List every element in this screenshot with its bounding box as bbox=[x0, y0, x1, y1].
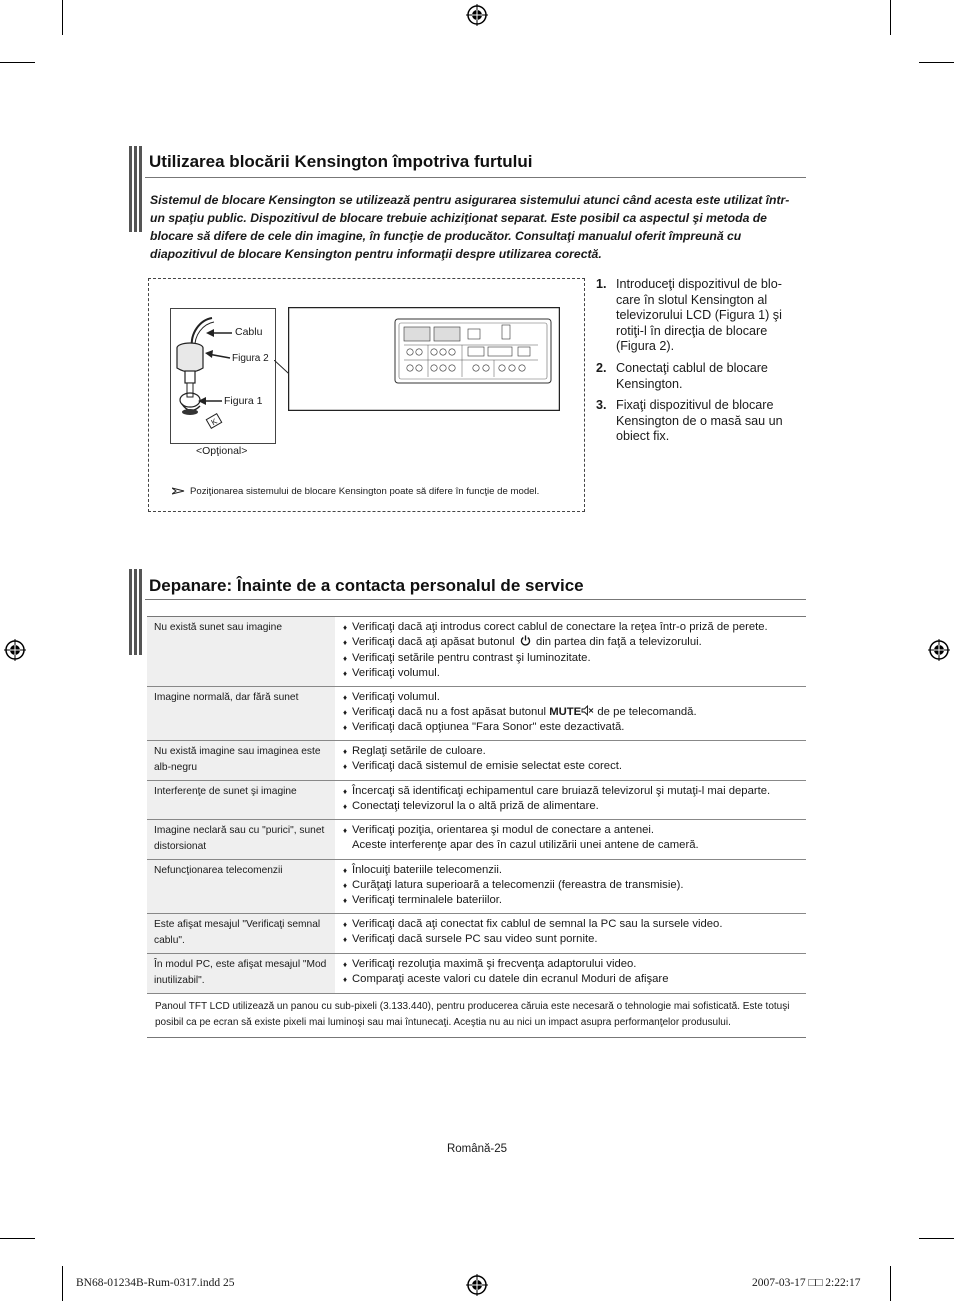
problem-cell: Nu există imagine sau imaginea este alb-negru bbox=[147, 741, 335, 780]
optional-label: <Opţional> bbox=[196, 445, 248, 457]
page-number: Română-25 bbox=[446, 1143, 508, 1155]
cable-label: Cablu bbox=[235, 326, 263, 338]
list-item: 2. Conectaţi cablul de blocare Kensington. bbox=[596, 360, 768, 391]
table-row bbox=[147, 954, 806, 994]
crop-mark bbox=[890, 0, 891, 35]
section-marker bbox=[129, 569, 142, 655]
crop-mark bbox=[62, 1266, 63, 1301]
solution-cell: ♦ Reglaţi setările de culoare. ♦ Verificaţi dacă sistemul de emisie selectat este corect. bbox=[335, 741, 806, 780]
registration-mark-icon bbox=[928, 639, 950, 661]
crop-mark bbox=[0, 62, 35, 63]
figure-2-label: Figura 2 bbox=[232, 353, 269, 364]
solution-cell: ♦ Verificaţi dacă aţi introdus corect cablul de conectare la reţea într-o priză de perete. ♦ Verificaţi dacă aţi apăsat butonul din partea din faţă a televizorului. ♦ Verificaţi setările pentru contrast şi luminozitate. ♦ Verificaţi volumul. bbox=[335, 617, 806, 686]
section-rule bbox=[145, 599, 806, 600]
section-title-troubleshooting: Depanare: Înainte de a contacta personalul de service bbox=[149, 576, 584, 595]
footer-filename: BN68-01234B-Rum-0317.indd 25 bbox=[76, 1277, 235, 1289]
table-row bbox=[147, 860, 806, 914]
table-row bbox=[147, 914, 806, 954]
lcd-panel-note: Panoul TFT LCD utilizează un panou cu sub-pixeli (3.133.440), pentru producerea căruia este necesară o tehnologie mai sofisticată. Este totuşi posibil ca pe ecran să existe pixeli mai luminoşi sau mai întunecaţi. Aceştia nu au nici un impact asupra performanţelor produsului. bbox=[147, 994, 806, 1038]
tv-rear-panel-illustration bbox=[288, 307, 560, 411]
table-row bbox=[147, 820, 806, 860]
footer-datetime: 2007-03-17 □□ 2:22:17 bbox=[752, 1277, 861, 1289]
problem-cell: Nu există sunet sau imagine bbox=[147, 617, 335, 686]
crop-mark bbox=[890, 1266, 891, 1301]
mute-label: MUTE bbox=[549, 706, 582, 719]
solution-cell: ♦ Verificaţi volumul. ♦ Verificaţi dacă nu a fost apăsat butonul MUTE de pe telecomandă. ♦ Verificaţi dacă opţiunea "Fara Sonor" este dezactivată. bbox=[335, 687, 806, 740]
registration-mark-icon bbox=[4, 639, 26, 661]
problem-cell: Nefuncţionarea telecomenzii bbox=[147, 860, 335, 913]
crop-mark bbox=[0, 1238, 35, 1239]
figure-1-label: Figura 1 bbox=[224, 395, 263, 407]
problem-cell: Interferenţe de sunet şi imagine bbox=[147, 781, 335, 819]
mute-icon bbox=[581, 705, 594, 716]
registration-mark-icon bbox=[466, 1274, 488, 1296]
solution-cell: ♦ Verificaţi rezoluţia maximă şi frecvenţa adaptorului video. ♦ Comparaţi aceste valori cu datele din ecranul Moduri de afişare bbox=[335, 954, 806, 993]
section-marker bbox=[129, 146, 142, 232]
crop-mark bbox=[919, 62, 954, 63]
power-icon bbox=[520, 635, 531, 646]
section-title-kensington: Utilizarea blocării Kensington împotriva furtului bbox=[149, 152, 533, 171]
problem-cell: Imagine neclară sau cu "purici", sunet distorsionat bbox=[147, 820, 335, 859]
troubleshooting-table bbox=[147, 616, 806, 1038]
problem-cell: Este afişat mesajul "Verificaţi semnal cablu". bbox=[147, 914, 335, 953]
registration-mark-icon bbox=[466, 4, 488, 26]
list-item: 3. Fixaţi dispozitivul de blocare Kensington de o masă sau un obiect fix. bbox=[596, 398, 783, 444]
table-row bbox=[147, 687, 806, 741]
section-rule bbox=[145, 177, 806, 178]
list-item: 1. Introduceţi dispozitivul de blo-care în slotul Kensington al televizorului LCD (Figura 1) şi rotiţi-l în direcţia de blocare (Figura 2). bbox=[596, 277, 782, 354]
crop-mark bbox=[62, 0, 63, 35]
kensington-intro: Sistemul de blocare Kensington se utilizează pentru asigurarea sistemului atunci când acesta este utilizat într-un spaţiu public. Dispozitivul de blocare trebuie achiziţionat separat. Este posibil ca aspectul şi metoda de blocare să difere de cele din imagine, în funcţie de producător. Consultaţi manualul oferit împreună cu diapozitivul de blocare Kensington pentru informaţii despre utilizarea corectă. bbox=[150, 193, 790, 261]
solution-cell: ♦ Înlocuiţi bateriile telecomenzii. ♦ Curăţaţi latura superioară a telecomenzii (fereastra de transmisie). ♦ Verificaţi terminalele bateriilor. bbox=[335, 860, 806, 913]
svg-text:K: K bbox=[209, 416, 219, 428]
kensington-steps bbox=[596, 277, 806, 451]
solution-cell: ♦ Verificaţi poziţia, orientarea şi modul de conectare a antenei. Aceste interferenţe apar des în cazul utilizării unei antene de cameră. bbox=[335, 820, 806, 859]
table-row bbox=[147, 781, 806, 820]
crop-mark bbox=[919, 1238, 954, 1239]
problem-cell: În modul PC, este afişat mesajul "Mod inutilizabil". bbox=[147, 954, 335, 993]
problem-cell: Imagine normală, dar fără sunet bbox=[147, 687, 335, 740]
kensington-note: Poziţionarea sistemului de blocare Kensington poate să difere în funcţie de model. bbox=[190, 486, 540, 497]
note-arrow-icon bbox=[172, 486, 186, 496]
solution-cell: ♦ Verificaţi dacă aţi conectat fix cablul de semnal la PC sau la sursele video. ♦ Verificaţi dacă sursele PC sau video sunt pornite. bbox=[335, 914, 806, 953]
table-row bbox=[147, 741, 806, 781]
table-row bbox=[147, 617, 806, 687]
solution-cell: ♦ Încercaţi să identificaţi echipamentul care bruiază televizorul şi mutaţi-l mai departe. ♦ Conectaţi televizorul la o altă priză de alimentare. bbox=[335, 781, 806, 819]
